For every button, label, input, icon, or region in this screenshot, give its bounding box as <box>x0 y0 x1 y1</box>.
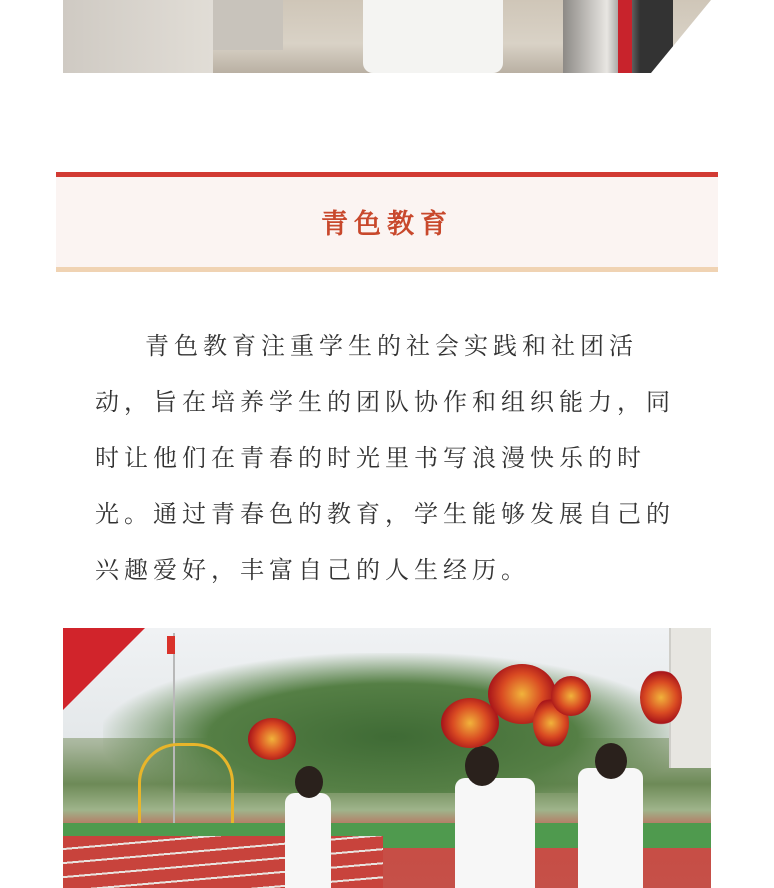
section-title: 青色教育 <box>321 209 453 240</box>
chef-in-white <box>363 0 503 73</box>
student-head <box>295 766 323 798</box>
student-head <box>595 743 627 779</box>
steel-cabinet <box>213 0 283 50</box>
bottom-photo-cheerleading <box>63 628 711 888</box>
flag <box>167 636 175 654</box>
student-head <box>465 746 499 786</box>
student-girl <box>285 793 331 888</box>
student-boy-right <box>578 768 643 888</box>
section-heading-banner <box>56 172 718 272</box>
pompom <box>640 670 682 725</box>
pompom <box>248 718 296 760</box>
photo-corner-cut <box>651 0 711 73</box>
banner-bottom-bar <box>56 267 718 272</box>
basketball-hoop <box>138 743 234 826</box>
top-photo-kitchen <box>63 0 711 73</box>
photo-red-corner <box>63 628 145 710</box>
section-paragraph: 青色教育注重学生的社会实践和社团活动，旨在培养学生的团队协作和组织能力，同时让他们在青春的时光里书写浪漫快乐的时光。通过青春色的教育，学生能够发展自己的兴趣爱好，丰富自己的人生经历。 <box>95 332 675 584</box>
running-track <box>63 836 383 888</box>
banner-top-bar <box>56 172 718 177</box>
pompom <box>551 676 591 716</box>
red-post <box>618 0 632 73</box>
steel-counter <box>63 0 213 73</box>
student-boy <box>455 778 535 888</box>
